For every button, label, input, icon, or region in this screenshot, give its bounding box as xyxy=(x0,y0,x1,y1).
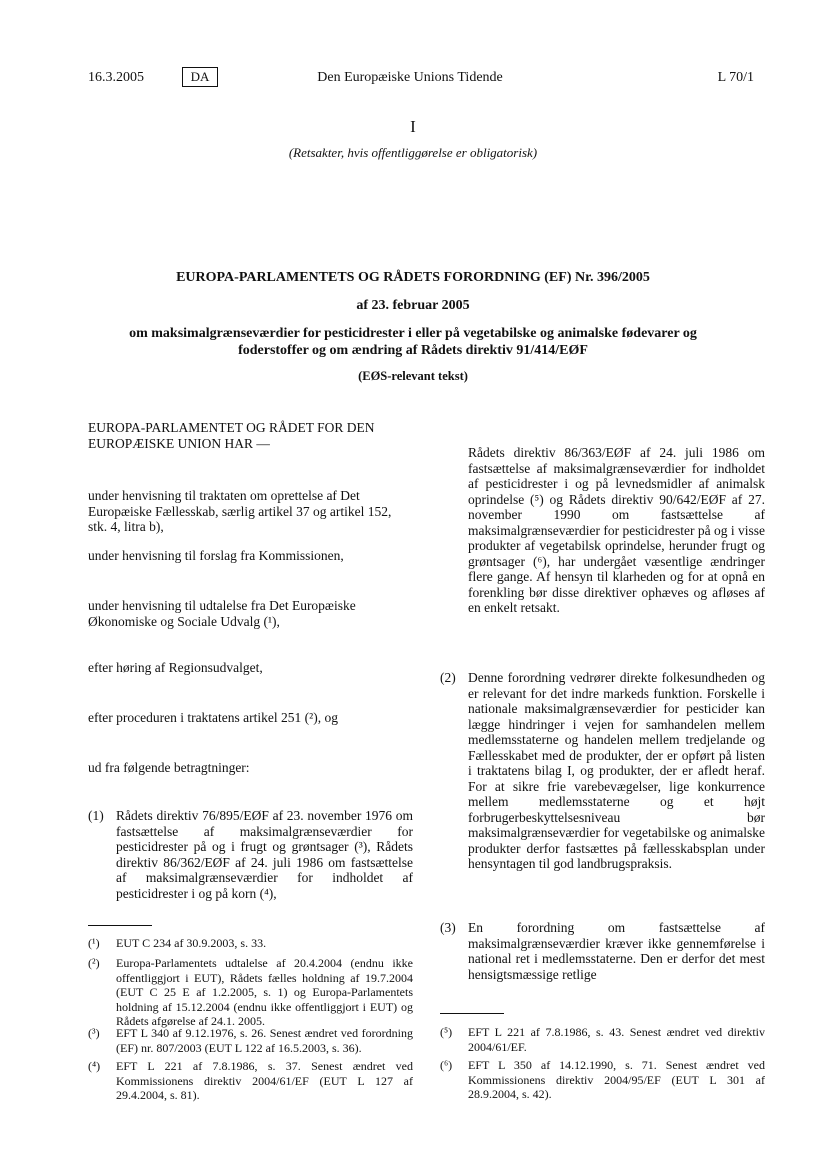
footnote-2: Europa-Parlamentets udtalelse af 20.4.2004 (endnu ikke offentliggjort i EUT), Rådets fælles holdning af 19.7.2004 (EUT C 25 E af 1.2.2005, s. 1) og Europa-Parlamentets holdning af 15.12.2004 (endnu ikke offentliggjort i EUT) og Rådets afgørelse af 24.1. 2005. xyxy=(116,956,413,1028)
section-roman: I xyxy=(410,117,416,136)
regulation-date: af 23. februar 2005 xyxy=(356,298,470,313)
citation-committee: under henvisning til udtalelse fra Det Europæiske Økonomiske og Sociale Udvalg (¹), xyxy=(88,598,356,629)
footnote-number: (⁶) xyxy=(440,1058,453,1072)
journal-title: Den Europæiske Unions Tidende xyxy=(317,70,503,85)
footnote-divider xyxy=(88,925,152,926)
citation-considerations: ud fra følgende betragtninger: xyxy=(88,760,250,775)
footnote-number: (⁴) xyxy=(88,1059,101,1073)
regulation-subject-line1: om maksimalgrænseværdier for pesticidrester i eller på vegetabilske og animalske fødevarer og xyxy=(129,326,697,341)
footnote-1: EUT C 234 af 30.9.2003, s. 33. xyxy=(116,936,267,950)
language-badge: DA xyxy=(182,67,218,87)
footnote-6: EFT L 350 af 14.12.1990, s. 71. Senest ændret ved Kommissionens direktiv 2004/95/EF (EUT L 301 af 28.9.2004, s. 42). xyxy=(468,1058,765,1101)
page-number: L 70/1 xyxy=(717,70,754,85)
preamble-intro: EUROPA-PARLAMENTET OG RÅDET FOR DEN EUROPÆISKE UNION HAR — xyxy=(88,420,375,451)
header-date: 16.3.2005 xyxy=(88,70,144,85)
regulation-title: EUROPA-PARLAMENTETS OG RÅDETS FORORDNING (EF) Nr. 396/2005 xyxy=(176,270,650,285)
recital-1: Rådets direktiv 76/895/EØF af 23. november 1976 om fastsættelse af maksimalgrænseværdier for pesticidrester på og i frugt og grøntsager (³), Rådets direktiv 86/362/EØF af 24. juli 1986 om fastsættelse af maksimalgrænseværdier for indholdet af pesticidrester i og på korn (⁴), xyxy=(116,808,413,901)
recital-number: (3) xyxy=(440,920,456,935)
eea-relevance: (EØS-relevant tekst) xyxy=(358,369,468,383)
recital-1-continued: Rådets direktiv 86/363/EØF af 24. juli 1986 om fastsættelse af maksimalgrænseværdier for indholdet af pesticidrester i og på levnedsmidler af animalsk oprindelse (⁵) og Rådets direktiv 90/642/EØF af 27. november 1990 om fastsættelse af maksimalgrænseværdier for pesticidrester på og i visse produkter af vegetabilsk oprindelse, herunder frugt og grøntsager (⁶), har undergået væsentlige ændringer flere gange. Af hensyn til klarheden og for at opnå en forenkling bør disse direktiver ophæves og afløses af en enkelt retsakt. xyxy=(468,445,765,615)
footnote-5: EFT L 221 af 7.8.1986, s. 43. Senest ændret ved direktiv 2004/61/EF. xyxy=(468,1025,765,1054)
footnote-number: (³) xyxy=(88,1026,100,1040)
footnote-divider xyxy=(440,1013,504,1014)
regulation-subject-line2: foderstoffer og om ændring af Rådets direktiv 91/414/EØF xyxy=(238,343,588,358)
footnote-3: EFT L 340 af 9.12.1976, s. 26. Senest ændret ved forordning (EF) nr. 807/2003 (EUT L 122 af 16.5.2003, s. 36). xyxy=(116,1026,413,1055)
footnote-number: (¹) xyxy=(88,936,100,950)
footnote-4: EFT L 221 af 7.8.1986, s. 37. Senest ændret ved Kommissionens direktiv 2004/61/EF (EUT L 127 af 29.4.2004, s. 81). xyxy=(116,1059,413,1102)
recital-2: Denne forordning vedrører direkte folkesundheden og er relevant for det indre markeds funktion. Forskelle i nationale maksimalgrænseværdier for pesticider kan lægge hindringer i vejen for samhandelen mellem medlemsstaterne og handelen mellem tredjelande og Fællesskabet med de produkter, der er opført på listen i traktatens bilag I, og produkter, der er afledt heraf. For at sikre frie varebevægelser, lige konkurrence mellem medlemsstaterne og et højt forbrugerbeskyttelsesniveau bør maksimalgrænseværdier for vegetabilske og animalske produkter derfor fastsættes på fællesskabsplan under hensyntagen til god landbrugspraksis. xyxy=(468,670,765,871)
recital-3: En forordning om fastsættelse af maksimalgrænseværdier kræver ikke gennemførelse i national ret i medlemsstaterne. Den er derfor det mest hensigtsmæssige retlige xyxy=(468,920,765,982)
footnote-number: (²) xyxy=(88,956,100,970)
citation-treaty: under henvisning til traktaten om oprettelse af Det Europæiske Fællesskab, særlig artikel 37 og artikel 152, stk. 4, litra b), xyxy=(88,488,392,534)
recital-number: (2) xyxy=(440,670,456,685)
section-subtitle: (Retsakter, hvis offentliggørelse er obligatorisk) xyxy=(288,145,538,160)
recital-number: (1) xyxy=(88,808,104,823)
footnote-number: (⁵) xyxy=(440,1025,453,1039)
citation-procedure: efter proceduren i traktatens artikel 251 (²), og xyxy=(88,710,338,725)
citation-proposal: under henvisning til forslag fra Kommissionen, xyxy=(88,548,344,563)
citation-regions: efter høring af Regionsudvalget, xyxy=(88,660,263,675)
